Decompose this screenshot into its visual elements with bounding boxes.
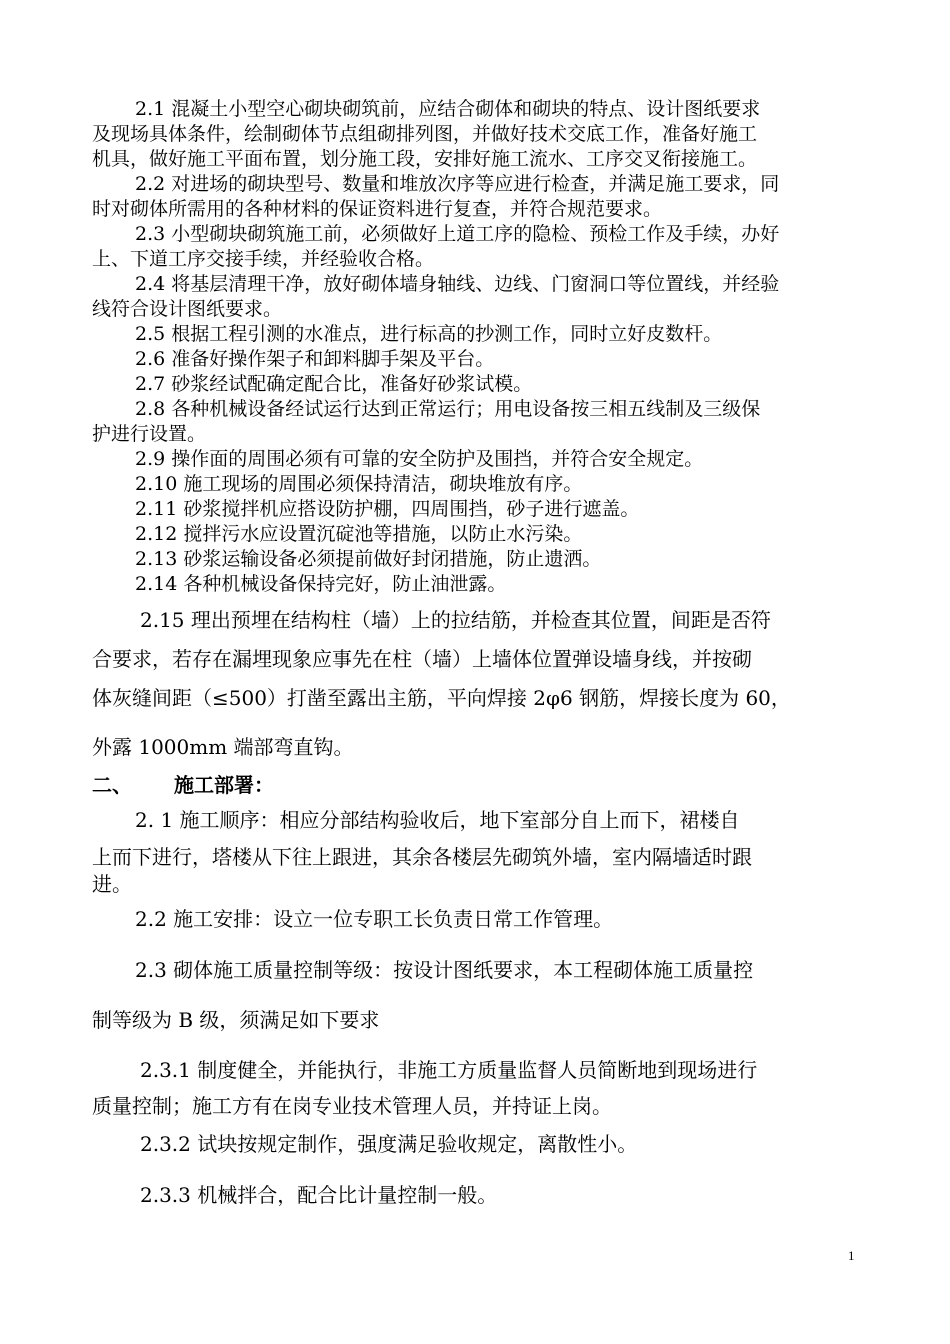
paragraph-line: 外露 1000mm 端部弯直钩。 xyxy=(92,735,354,759)
paragraph-line: 2.1 混凝土小型空心砌块砌筑前，应结合砌体和砌块的特点、设计图纸要求 xyxy=(135,98,761,120)
paragraph-line: 2.11 砂浆搅拌机应搭设防护棚，四周围挡，砂子进行遮盖。 xyxy=(135,498,640,520)
paragraph-line: 2.3.2 试块按规定制作，强度满足验收规定，离散性小。 xyxy=(140,1132,638,1156)
paragraph-line: 2.7 砂浆经试配确定配合比，准备好砂浆试模。 xyxy=(135,373,533,395)
paragraph-line: 2.2 对进场的砌块型号、数量和堆放次序等应进行检查，并满足施工要求，同 xyxy=(135,173,780,195)
paragraph-line: 2.15 理出预埋在结构柱（墙）上的拉结筋，并检查其位置，间距是否符 xyxy=(140,608,771,632)
paragraph-line: 体灰缝间距（≤500）打凿至露出主筋，平向焊接 2φ6 钢筋，焊接长度为 60， xyxy=(92,686,791,710)
paragraph-line: 2.3.1 制度健全，并能执行，非施工方质量监督人员简断地到现场进行 xyxy=(140,1058,758,1082)
paragraph-line: 2.8 各种机械设备经试运行达到正常运行；用电设备按三相五线制及三级保 xyxy=(135,398,761,420)
section-title: 施工部署： xyxy=(174,773,274,797)
page-number: 1 xyxy=(848,1248,855,1263)
paragraph-line: 进。 xyxy=(92,872,132,896)
paragraph-line: 质量控制；施工方有在岗专业技术管理人员，并持证上岗。 xyxy=(92,1094,612,1118)
paragraph-line: 2.6 准备好操作架子和卸料脚手架及平台。 xyxy=(135,348,495,370)
paragraph-line: 2.13 砂浆运输设备必须提前做好封闭措施，防止遗洒。 xyxy=(135,548,602,570)
paragraph-line: 2.14 各种机械设备保持完好，防止油泄露。 xyxy=(135,573,507,595)
paragraph-line: 时对砌体所需用的各种材料的保证资料进行复查，并符合规范要求。 xyxy=(92,198,663,220)
paragraph-line: 上而下进行，塔楼从下往上跟进，其余各楼层先砌筑外墙，室内隔墙适时跟 xyxy=(92,845,752,869)
paragraph-line: 线符合设计图纸要求。 xyxy=(92,298,283,320)
paragraph-line: 2.4 将基层清理干净，放好砌体墙身轴线、边线、门窗洞口等位置线，并经验 xyxy=(135,273,780,295)
paragraph-line: 合要求，若存在漏埋现象应事先在柱（墙）上墙体位置弹设墙身线，并按砌 xyxy=(92,647,752,671)
section-number: 二、 xyxy=(92,773,132,797)
section-heading xyxy=(92,773,862,797)
paragraph-line: 2. 1 施工顺序：相应分部结构验收后，地下室部分自上而下，裙楼自 xyxy=(135,808,740,832)
paragraph-line: 2.5 根据工程引测的水准点，进行标高的抄测工作，同时立好皮数杆。 xyxy=(135,323,723,345)
paragraph-line: 2.2 施工安排：设立一位专职工长负责日常工作管理。 xyxy=(135,907,614,931)
paragraph-line: 2.12 搅拌污水应设置沉碇池等措施，以防止水污染。 xyxy=(135,523,583,545)
paragraph-line: 2.3 小型砌块砌筑施工前，必须做好上道工序的隐检、预检工作及手续，办好 xyxy=(135,223,780,245)
paragraph-line: 及现场具体条件，绘制砌体节点组砌排列图，并做好技术交底工作，准备好施工 xyxy=(92,123,758,145)
paragraph-line: 2.9 操作面的周围必须有可靠的安全防护及围挡，并符合安全规定。 xyxy=(135,448,704,470)
paragraph-line: 2.3 砌体施工质量控制等级：按设计图纸要求，本工程砌体施工质量控 xyxy=(135,958,754,982)
paragraph-line: 护进行设置。 xyxy=(92,423,207,445)
paragraph-line: 上、下道工序交接手续，并经验收合格。 xyxy=(92,248,435,270)
paragraph-line: 机具，做好施工平面布置，划分施工段，安排好施工流水、工序交叉衔接施工。 xyxy=(92,148,758,170)
paragraph-line: 2.10 施工现场的周围必须保持清洁，砌块堆放有序。 xyxy=(135,473,583,495)
paragraph-line: 2.3.3 机械拌合，配合比计量控制一般。 xyxy=(140,1183,498,1207)
paragraph-line: 制等级为 B 级，须满足如下要求 xyxy=(92,1008,380,1032)
